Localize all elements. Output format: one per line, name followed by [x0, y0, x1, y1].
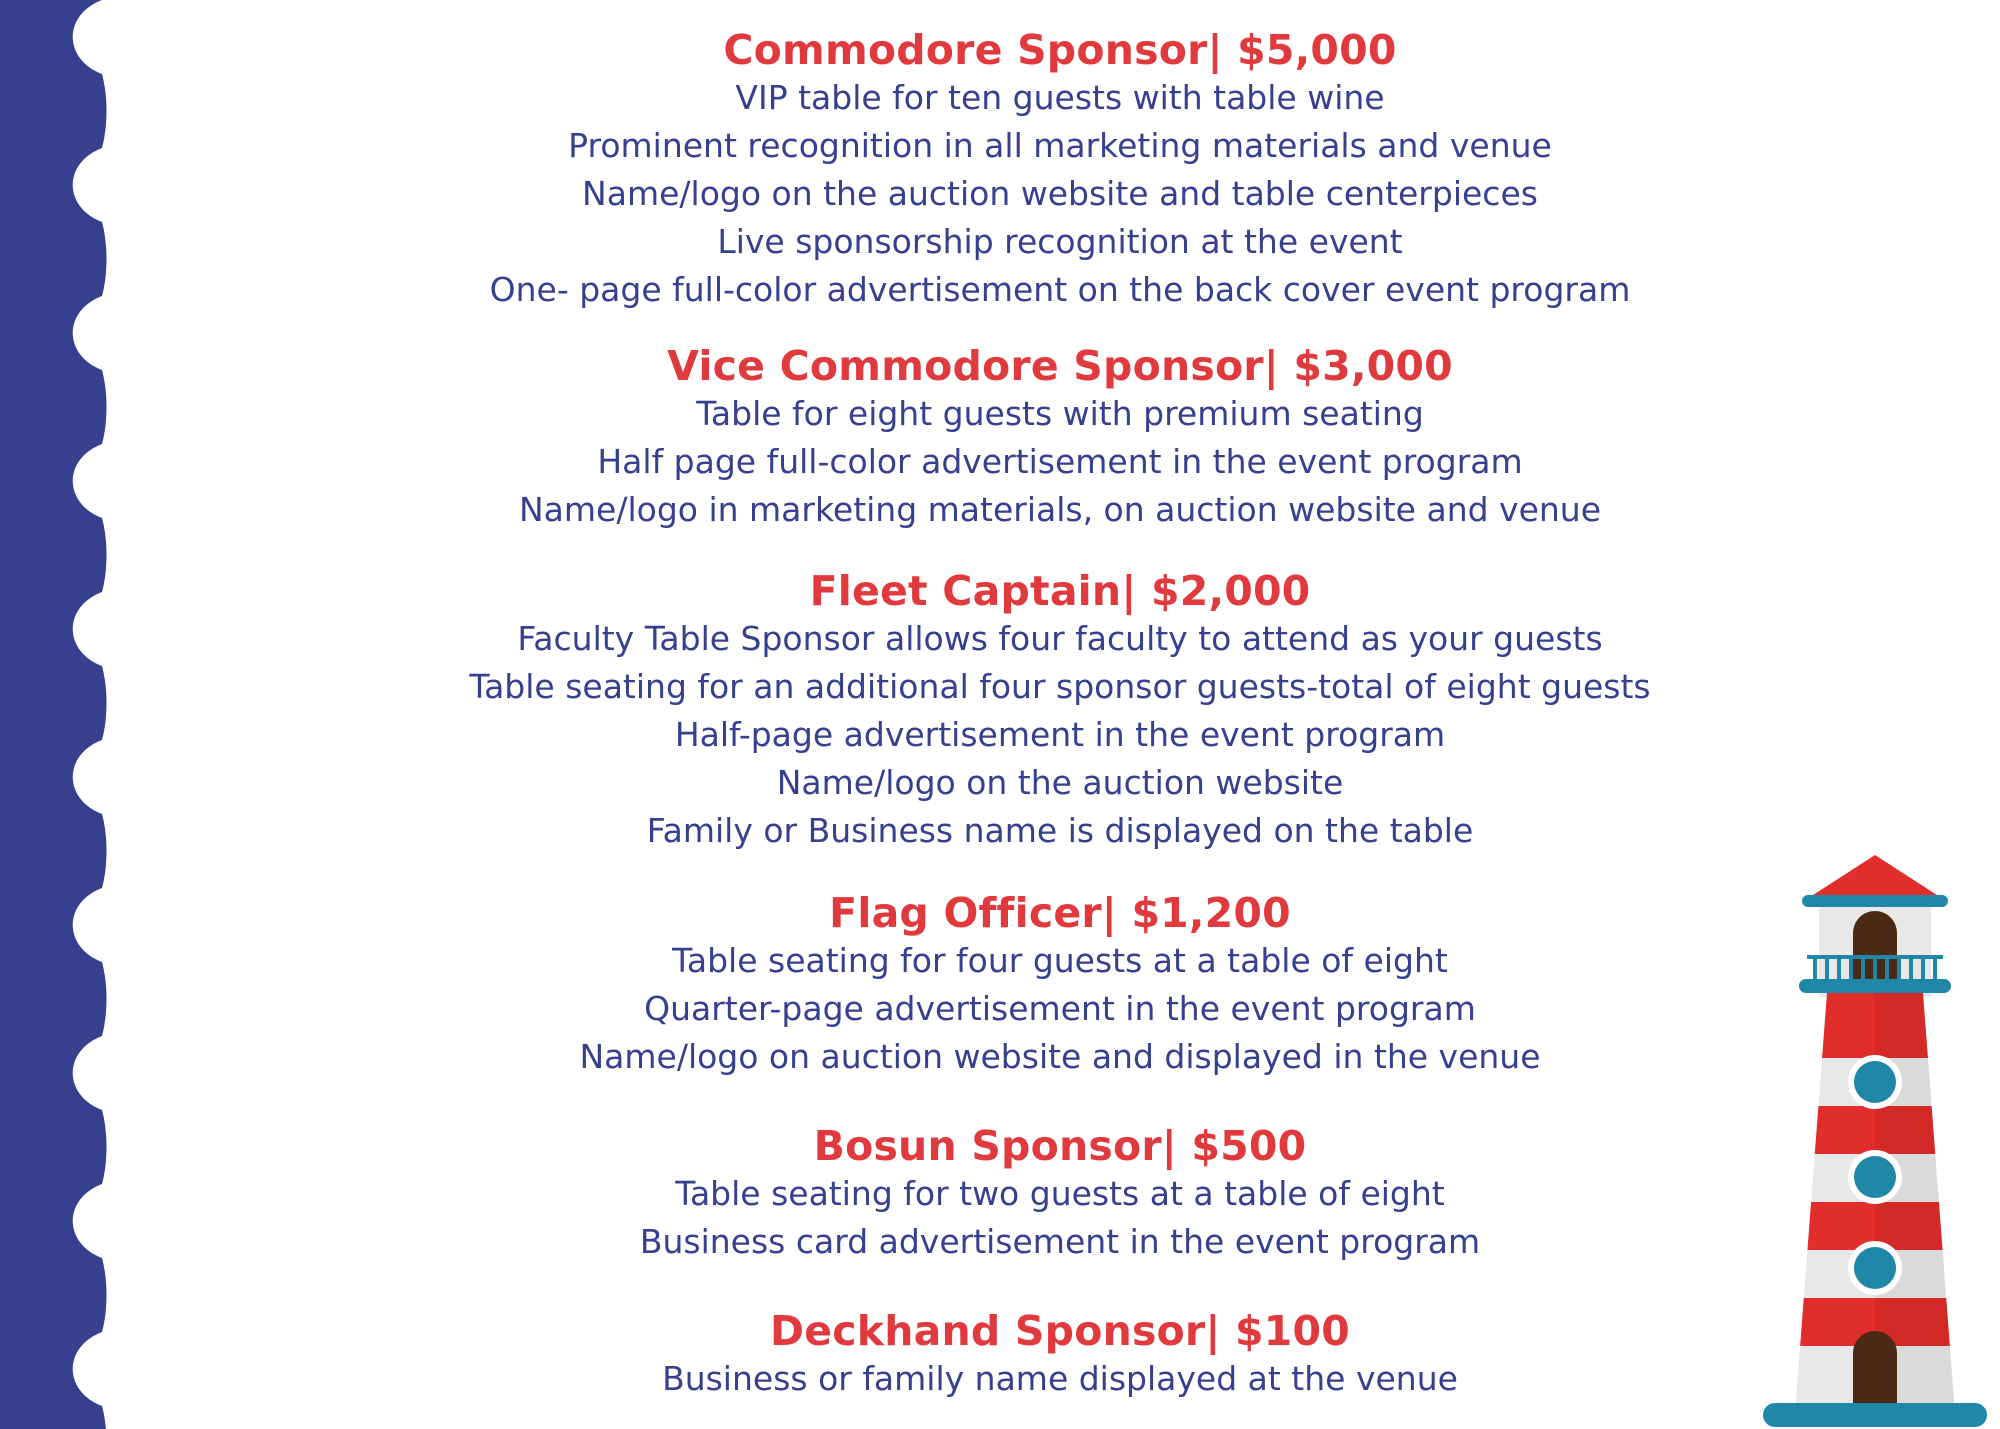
tier-title	[380, 567, 1740, 615]
benefit-item: Business or family name displayed at the venue	[662, 1359, 1458, 1398]
lighthouse-icon	[1755, 855, 1995, 1429]
tier-title	[380, 889, 1740, 937]
tier-price: $5,000	[1237, 26, 1397, 74]
title-separator: |	[1161, 1122, 1177, 1170]
title-separator: |	[1101, 889, 1117, 937]
benefit-item: Quarter-page advertisement in the event program	[644, 989, 1476, 1028]
wave-border	[0, 0, 140, 1429]
benefit-item: Family or Business name is displayed on the table	[646, 811, 1474, 850]
tier-price: $500	[1191, 1122, 1307, 1170]
lighthouse-base	[1763, 1403, 1987, 1427]
benefit-item: Half-page advertisement in the event program	[674, 715, 1446, 754]
tier-name: Flag Officer	[829, 889, 1102, 937]
tier-commodore	[380, 26, 1740, 314]
tier-name: Fleet Captain	[809, 567, 1122, 615]
tier-price: $3,000	[1293, 342, 1453, 390]
benefit-item: VIP table for ten guests with table wine	[735, 78, 1385, 117]
lighthouse-balcony	[1799, 979, 1951, 993]
lighthouse-door	[1853, 1331, 1897, 1413]
benefit-item: Half page full-color advertisement in the event program	[597, 442, 1523, 481]
benefit-item: Live sponsorship recognition at the event	[717, 222, 1403, 261]
tier-deckhand	[380, 1307, 1740, 1403]
tier-flag-officer	[380, 889, 1740, 1081]
lighthouse-portholes	[1848, 1055, 1902, 1295]
benefit-list	[380, 390, 1740, 534]
benefit-item: Name/logo on the auction website	[776, 763, 1344, 802]
tier-title	[380, 26, 1740, 74]
tier-title	[380, 1307, 1740, 1355]
benefit-list	[380, 74, 1740, 314]
benefit-item: Table seating for an additional four sponsor guests-total of eight guests	[469, 667, 1651, 706]
tier-name: Commodore Sponsor	[723, 26, 1208, 74]
benefit-item: Faculty Table Sponsor allows four faculty to attend as your guests	[517, 619, 1603, 658]
tier-bosun	[380, 1122, 1740, 1266]
tier-price: $100	[1235, 1307, 1350, 1355]
tier-title	[380, 342, 1740, 390]
lighthouse-roof	[1810, 855, 1940, 897]
tier-price: $2,000	[1151, 567, 1311, 615]
benefit-list	[380, 1355, 1740, 1403]
title-separator: |	[1207, 26, 1223, 74]
title-separator: |	[1263, 342, 1279, 390]
benefit-item: One- page full-color advertisement on the back cover event program	[489, 270, 1631, 309]
tier-name: Vice Commodore Sponsor	[667, 342, 1264, 390]
tier-name: Deckhand Sponsor	[770, 1307, 1206, 1355]
benefit-list	[380, 1170, 1740, 1266]
benefit-item: Table seating for two guests at a table of eight	[675, 1174, 1445, 1213]
tier-price: $1,200	[1131, 889, 1291, 937]
benefit-item: Table for eight guests with premium seating	[696, 394, 1424, 433]
lighthouse-roof-rim	[1802, 895, 1948, 907]
title-separator: |	[1121, 567, 1137, 615]
benefit-item: Name/logo on the auction website and table centerpieces	[582, 174, 1538, 213]
tier-vice-commodore	[380, 342, 1740, 534]
benefit-item: Business card advertisement in the event program	[639, 1222, 1481, 1261]
benefit-item: Name/logo in marketing materials, on auction website and venue	[518, 490, 1602, 529]
benefit-item: Table seating for four guests at a table of eight	[672, 941, 1448, 980]
title-separator: |	[1205, 1307, 1221, 1355]
benefit-item: Prominent recognition in all marketing materials and venue	[568, 126, 1552, 165]
tier-name: Bosun Sponsor	[813, 1122, 1162, 1170]
tier-fleet-captain	[380, 567, 1740, 855]
benefit-item: Name/logo on auction website and displayed in the venue	[579, 1037, 1541, 1076]
benefit-list	[380, 615, 1740, 855]
tier-title	[380, 1122, 1740, 1170]
benefit-list	[380, 937, 1740, 1081]
